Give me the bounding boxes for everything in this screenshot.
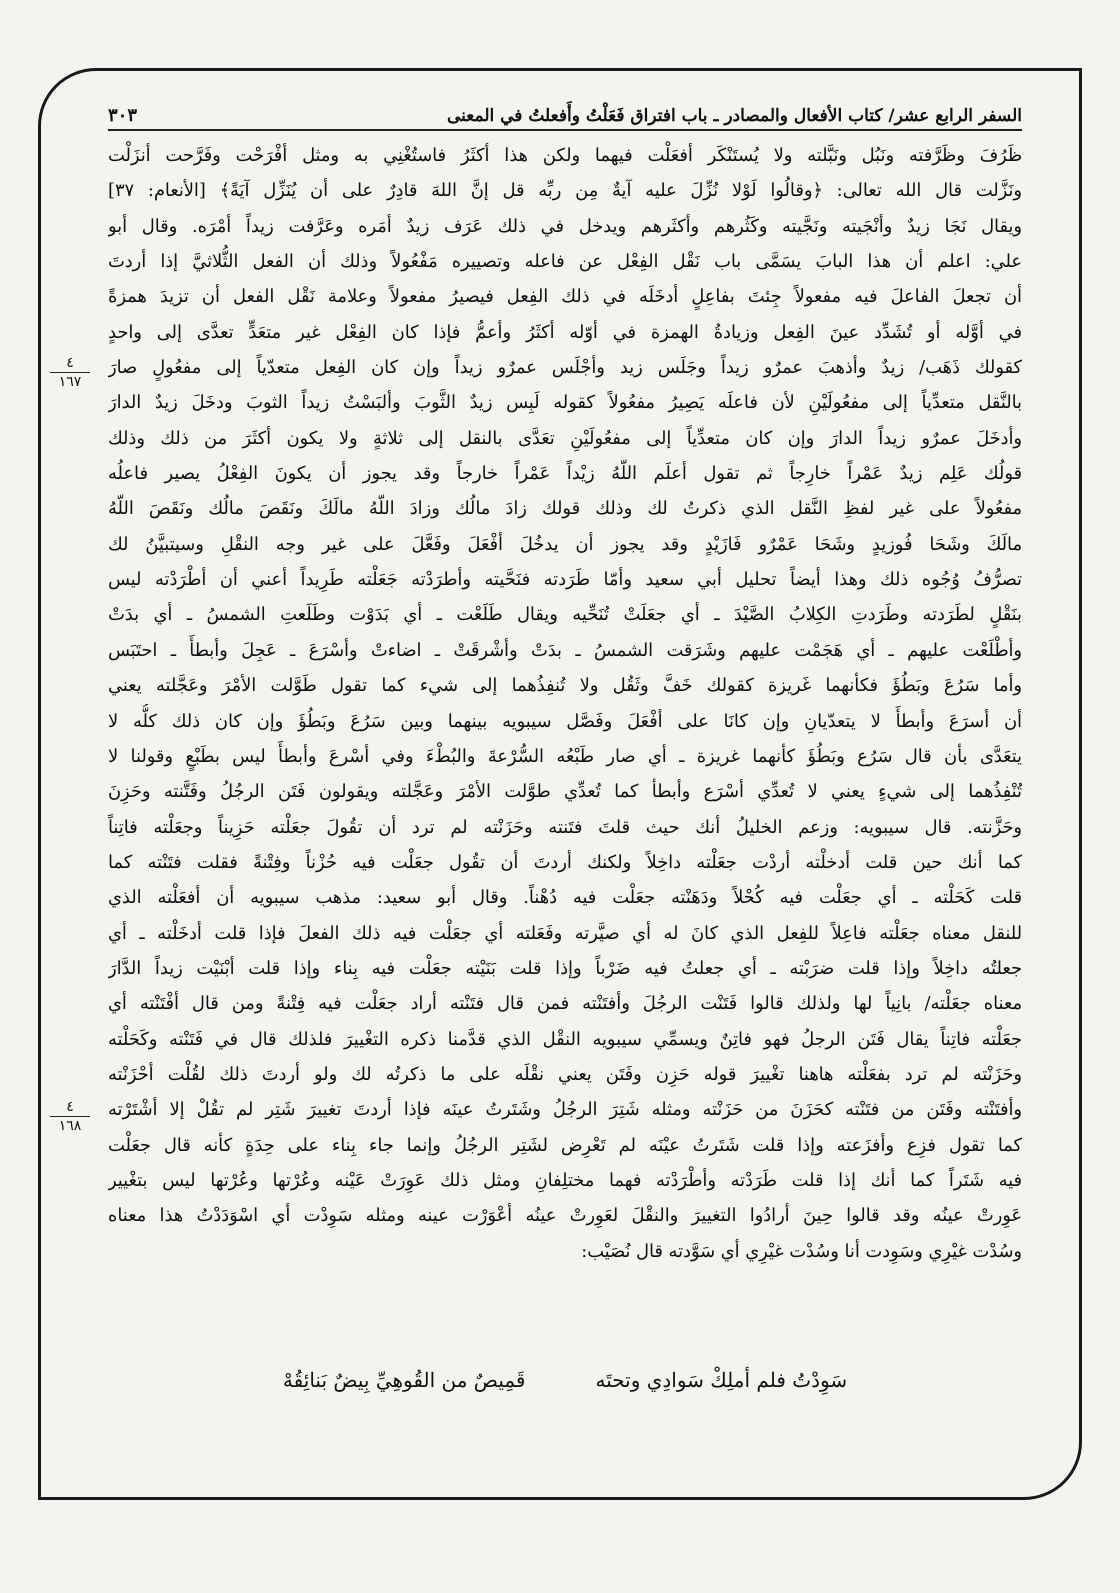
- header-rule: [108, 129, 1022, 131]
- text-line: وأما سَرُعَ وبَطُؤَ فكأنهما غَريزة كقولك خَفَّ وثَقُل ولا تُنفِذُهما إلى شيء كما تقول طَوَّلت الأمْرَ وعَجَّلته يعني: [108, 675, 1022, 697]
- margin-ref-volume: ٤: [50, 1100, 90, 1117]
- text-line: وأفتَنْته وفَتَن من فتَنْته كحَزَنَ من حَزَنْته ومثله شَتِرَ الرجُلُ وشَتَرتُ عينَه فإذا أردتَ تغييرَ شَتِر لم تقُلْ إلا أشْتَرْته: [108, 1099, 1022, 1121]
- text-line: كما تقول فزِع وأفزَعته وإذا قلت شَتَرتُ عيْنَه لم تَعْرِض لشَتِر الرجُلُ وإنما جاء بِناء على حِدَةٍ كأنه قال جعَلْت: [108, 1134, 1022, 1156]
- text-line: وحَزَنْته لم ترد بفعَلْته هاهنا تغْييرَ قوله حَزِن وفَتَن يعني نقْلَه على ما ذكرتُه لك ولو أردتَ ذلك لقُلْت أحْزَنْته: [108, 1063, 1022, 1085]
- text-line: مالَكَ وشَحَا فُوزيدٍ وشَحَا عَمْرٌو فَازَيْدٍ وقد يجوز أن يدخُلَ أفْعَلَ وفَعَّلَ على غير وجه النقْلِ وسيتبيَّنُ لك: [108, 533, 1022, 555]
- margin-ref-page: ١٦٨: [58, 1118, 82, 1134]
- text-line: وحَزَّنته. قال سيبويه: وزعم الخليلُ أنك حيث قلتَ فتَنته وحَزَنْته لم ترد أن تقُولَ جعَلْته حَزِيناً وجعَلْته فاتِناً: [108, 816, 1022, 838]
- text-line: بالنَّقل متعدِّياً إلى مفعُولَيْنِ لأن فاعلَه يَصِيرُ مفعُولاً كقوله لَبِس زيدٌ الثَّوبَ وألبَسْتُ زيداً الثوبَ ودخَلَ زيدٌ الدارَ: [108, 392, 1022, 414]
- text-line: جعلتُه داخِلاً وإذا قلت ضرَبْته ـ أي جعلتُ فيه ضَرْباً وإذا قلت بَنَيْته جعَلْت فيه بِناء وإذا قلت أبْنَيْت زيداً الدَّارَ: [108, 957, 1022, 979]
- text-line: ونَزَّلت قال الله تعالى: ﴿وقالُوا لَوْلا نُزِّلَ عليه آيةٌ مِن ربِّه قل إنَّ اللهَ قادِرٌ على أن يُنَزِّل آيَةً﴾ [الأنعام: ٣٧]: [108, 180, 1022, 202]
- text-line: في أوَّله أو تُشَدِّد عينَ الفِعل وزيادةُ الهمزة في أوّله أكثَرُ وأعمُّ فإذا كان الفِعْل غير متعَدٍّ تعدَّى إلى واحدٍ: [108, 321, 1022, 343]
- body-text: [108, 138, 1022, 1269]
- text-line: ويقال نَجَا زيدٌ وأنْجَيته ونَجَّيته وكَثُرهم وأكثَرهم ويدخل في ذلك عَرَف زيدٌ أمَره وعَرَّفت زيداً أمْرَه. وقال أبو: [108, 215, 1022, 237]
- verse-hemistich-1: سَوِدْتُ فلم أملِكْ سَوادِي وتحتَه: [595, 1368, 848, 1392]
- text-line: للنقل معناه جعَلْته فاعِلاً للفِعل الذي كانَ له أي صيَّرته وفَعَلته أي جعَلْت فيه ذلك الفعلَ فإذا قلت أدخَلْته ـ أي: [108, 922, 1022, 944]
- margin-reference: [50, 1100, 90, 1133]
- text-line: كقولك ذَهَب/ زيدٌ وأذهبَ عمرٌو زيداً وجَلَس زيد وأجْلَس عمرٌو زيداً وإن كان الفِعل متعدّياً إلى مفعُولٍ صارَ: [108, 357, 1022, 379]
- text-line: قلت كَحَلْته ـ أي جعَلْت فيه كُحْلاً ودَهَنْته جعَلْت فيه دُهْناً. وقال أبو سعيد: مذهب سيبويه أن أفعَلْته الذي: [108, 887, 1022, 909]
- text-line: تُنْفِذُهما إلى شيءٍ يعني لا تُعدِّي أسْرَع وأبطأ كما تُعدِّي طوَّلت الأمْرَ وعَجَّلته ويقولون فَتَن الرجُلُ وفَتَّنته وحَزِنَ: [108, 781, 1022, 803]
- text-line: أن أسرَعَ وأبطأَ لا يتعدّيانِ وإن كانَا على أفْعَلَ وفَصَّل سيبويه بينهما وبين سَرُعَ وبَطُؤَ وإن كان ذلك كلُّه لا: [108, 710, 1022, 732]
- text-line: يتعَدَّى بأن قال سَرُع وبَطُؤَ كأنهما غريزة ـ أي صار طَبْعُه السُّرْعةَ والبُطْءَ وفي أسْرعَ وأبطأَ ليس بطَبْعٍ وقولنا لا: [108, 745, 1022, 767]
- margin-reference: [50, 356, 90, 389]
- text-line: وأطْلَعْت عليهم ـ أي هَجَمْت عليهم وشَرَقت الشمسُ ـ بدَتْ وأشْرقَتْ ـ اضاءتْ وأسْرَعَ ـ عَجِلَ وأبطأَ ـ احتَبَس: [108, 639, 1022, 661]
- margin-ref-page: ١٦٧: [58, 374, 82, 390]
- text-line: وسُدْت غيْرِي وسَوِدت أنا وسُدْت غيْرِي أي سَوَّدته قال نُصَيْب:: [581, 1240, 1022, 1262]
- text-line: وأدخَلَ عمرٌو زيداً الدارَ وإن كان متعدِّياً إلى مفعُولَيْنِ تعَدَّى بالنقل إلى ثلاثةٍ ولا يكون أكثَرَ من ذلك وذلك: [108, 427, 1022, 449]
- verse-hemistich-2: قَمِيصٌ من القُوهِيِّ بِيضٌ بَنائِقُهْ: [282, 1368, 526, 1392]
- margin-ref-volume: ٤: [50, 356, 90, 373]
- poetry-verse: [108, 1368, 1022, 1392]
- page-number: ٣٠٣: [108, 105, 138, 126]
- text-line: عَوِرتْ عينُه وقد قالوا حِينَ أرادُوا التغييرَ والنقْلَ لعَوِرتْ عينُه أعْوَرْت عينه ومثله سَوِدْت أي اسْوَدَدْتُ هذا معناه: [108, 1205, 1022, 1227]
- text-line: ظَرُفَ وظَرَّفته ونَبُل ونَبَّلته ولا يُستَنْكَر أفعَلْت فيهما ولكن هذا أكثَرُ فاستُغْنِي به ومثل أفْرَحْت وفَرَّحت أنزَلْت: [108, 145, 1022, 166]
- running-title: السفر الرابع عشر/ كتاب الأفعال والمصادر ـ باب افتراق فَعَلْتُ وأَفعلتُ في المعنى: [446, 106, 1022, 126]
- text-line: مفعُولاً على غير لفظِ النَّقل الذي ذكرتُ لك وذلك قولك زادَ مالُك وزادَ اللّهُ مالَكَ ونَقَصَ مالُك ونَقَصَ اللّهُ: [108, 498, 1022, 520]
- text-line: كما أنك حين قلت أدخلْته أردْت جعَلْته داخِلاً ولكنك أردتَ أن تقُول جعَلْت فيه حُزْناً وفِتْنةً فقلت فتَنْته كما: [108, 851, 1022, 873]
- text-line: علي: اعلم أن هذا البابَ يسَمَّى باب نَقْل الفِعْل عن فاعله وتصييره مَفْعُولاً وذلك أن الفعل الثُّلاثيَّ إذا أردتَ: [108, 251, 1022, 273]
- text-line: فيه شَتَراً كما أنك إذا قلت طَرَدْته وأطْرَدْته فهما مختلِفانِ ومثل ذلك عَوِرَتْ عَيْنه وعُرْتها وعُرْتها ليس بتغْيير: [108, 1169, 1022, 1191]
- text-line: تصرُّفُ وُجُوه ذلك وهذا أيضاً تحليل أبي سعيد وأمّا طَرَدته فنَحَّيته وأطرَدْته جَعَلْته طَرِيداً أعني أن أطْرَدْته ليس: [108, 569, 1022, 591]
- page-header: [108, 86, 1022, 126]
- text-line: قولُك عَلِم زيدٌ عَمْراً خارِجاً ثم تقول أعلَم اللّهُ زيْداً عَمْراً خارجاً وقد يجوز أن يكونَ الفِعْلُ يصير فاعلُه: [108, 463, 1022, 485]
- text-line: بنَقْلٍ لطَرَدته وطَرَدتِ الكِلابُ الصَّيْدَ ـ أي جعَلَتْ تُنَحِّيه ويقال طَلَعْت ـ أي بَدَوْت وطَلَعتِ الشمسُ ـ أي بدَتْ: [108, 604, 1022, 626]
- text-line: جعَلْته فاتِناً يقال فَتَن الرجلُ فهو فاتِنٌ ويسمِّي سيبويه النقْل الذي قدَّمنا ذكره التغْييرَ فلذلك قال في فَتَنْته وكَحَلْته: [108, 1028, 1022, 1050]
- text-line: أن تجعلَ الفاعلَ فيه مفعولاً جِئتَ بفاعِلٍ أدخَلَه في ذلك الفِعل فيصيرُ مفعولاً وعلامة نَقْل الفعل أن تزيدَ همزةً: [108, 286, 1022, 308]
- text-line: معناه جعَلْته/ بانِياً لها ولذلك قالوا فَتَنْت الرجُلَ وأفتَنْته فمن قال فتَنْته أراد جعَلْت فيه فِتْنةً ومن قال أفْتَنْته أي: [108, 993, 1022, 1015]
